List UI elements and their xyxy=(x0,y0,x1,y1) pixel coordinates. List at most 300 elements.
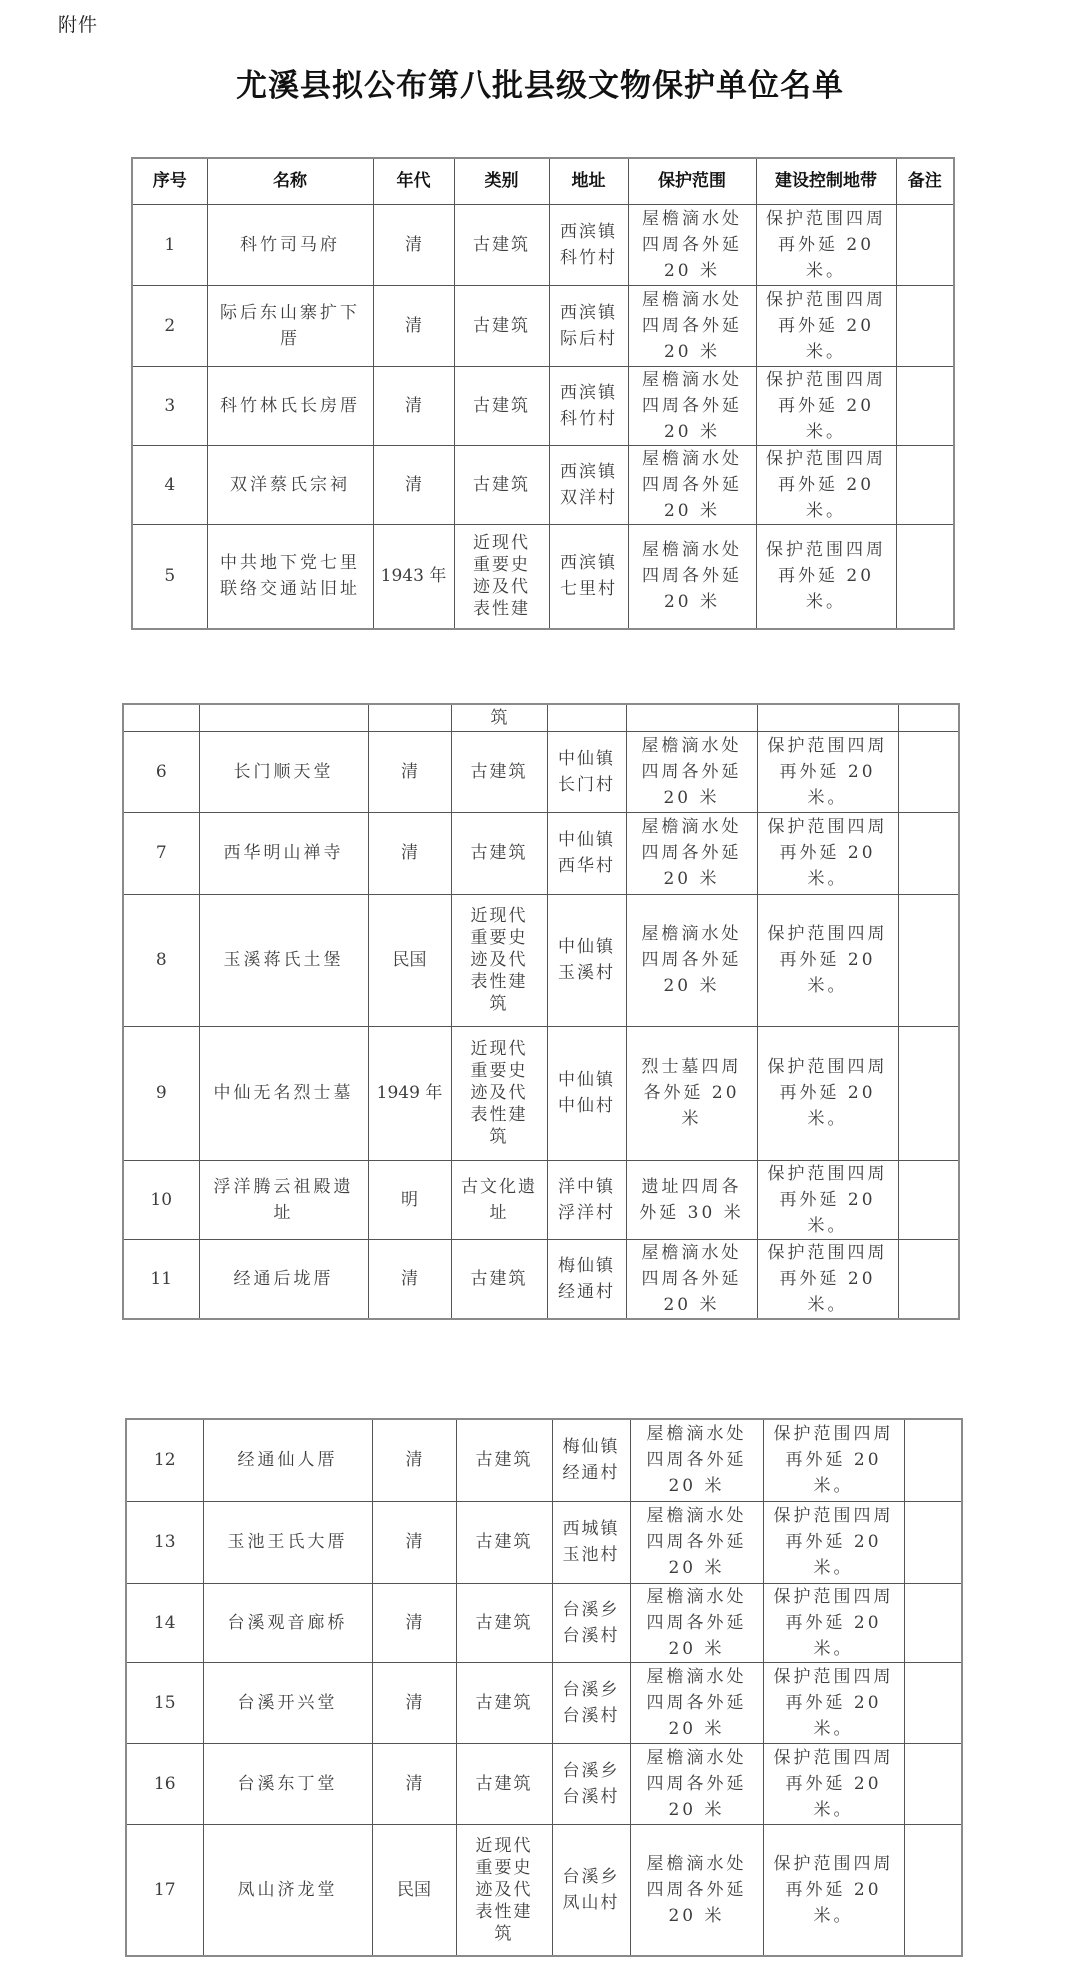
header-control-zone: 建设控制地带 xyxy=(756,158,896,204)
control-zone xyxy=(756,204,896,285)
control-zone xyxy=(763,1743,904,1824)
category-line: 古建筑 xyxy=(470,843,528,863)
era xyxy=(373,366,454,445)
header-note: 备注 xyxy=(896,158,954,204)
category-line: 近现代 xyxy=(470,1039,528,1059)
address xyxy=(549,204,628,285)
row-number-line: 10 xyxy=(150,1189,173,1210)
era xyxy=(368,894,451,1026)
control-zone-line: 保护范围四周 xyxy=(767,1242,888,1263)
row-number xyxy=(132,285,207,366)
protection-scope-line: 四周各外延 xyxy=(642,315,742,336)
protection-scope-line: 屋檐滴水处 xyxy=(642,540,742,561)
category-line: 重要史 xyxy=(470,928,528,948)
row-number-line: 12 xyxy=(153,1450,176,1471)
protection-scope-line: 四周各外延 xyxy=(641,843,742,863)
site-name xyxy=(203,1583,372,1662)
address-line: 台溪村 xyxy=(562,1625,620,1646)
category xyxy=(451,1026,547,1160)
category xyxy=(454,445,549,524)
protection-scope-line: 四周各外延 xyxy=(642,566,742,587)
row-number xyxy=(126,1501,203,1583)
address-line: 台溪乡 xyxy=(562,1866,620,1887)
control-zone-line: 再外延 20 米。 xyxy=(785,1692,882,1739)
protection-scope-line: 20 米 xyxy=(668,1905,725,1926)
row-number-line: 3 xyxy=(164,395,176,416)
control-zone-line: 再外延 20 米。 xyxy=(777,474,875,521)
note xyxy=(896,366,954,445)
era-line: 清 xyxy=(405,474,422,495)
control-zone-line: 保护范围四周 xyxy=(773,1506,894,1526)
category-line: 古建筑 xyxy=(470,1268,528,1289)
era-line: 清 xyxy=(405,1612,423,1633)
protection-scope-line: 屋檐滴水处 xyxy=(642,289,742,310)
note xyxy=(896,524,954,629)
protection-scope-line: 20 米 xyxy=(663,500,721,521)
note xyxy=(904,1824,962,1956)
address-line: 浮洋村 xyxy=(558,1202,615,1223)
site-name xyxy=(207,445,373,524)
table-row xyxy=(123,731,959,812)
site-name xyxy=(199,731,368,812)
control-zone-line: 保护范围四周 xyxy=(766,540,886,561)
category-line: 筑 xyxy=(489,994,509,1014)
address-line: 玉溪村 xyxy=(558,963,615,983)
protection-scope xyxy=(626,1026,757,1160)
control-zone-line: 保护范围四周 xyxy=(766,448,886,469)
protection-scope-line: 四周各外延 xyxy=(641,761,742,782)
control-zone-line: 保护范围四周 xyxy=(773,1424,894,1445)
category-line: 近现代 xyxy=(470,906,528,926)
control-zone-line: 保护范围四周 xyxy=(767,1163,888,1184)
row-number-line: 5 xyxy=(164,566,176,587)
protection-scope xyxy=(630,1743,763,1824)
control-zone-line: 保护范围四周 xyxy=(766,369,886,390)
header-no: 序号 xyxy=(132,158,207,204)
category xyxy=(454,524,549,629)
site-name xyxy=(203,1501,372,1583)
row-number-line: 17 xyxy=(153,1879,176,1900)
protection-scope-line: 屋檐滴水处 xyxy=(646,1853,747,1874)
row-number-line: 7 xyxy=(155,843,167,863)
site-name-line: 址 xyxy=(273,1202,294,1223)
protection-scope-line: 屋檐滴水处 xyxy=(642,448,742,469)
table-header-row xyxy=(132,158,954,204)
address xyxy=(547,1239,626,1319)
protection-scope-line: 四周各外延 xyxy=(641,1268,742,1289)
era xyxy=(372,1662,456,1743)
row-number xyxy=(132,445,207,524)
control-zone xyxy=(763,1501,904,1583)
table-row xyxy=(126,1501,962,1583)
control-zone-line: 再外延 20 米。 xyxy=(777,234,875,281)
protection-scope-line: 四周各外延 xyxy=(642,395,742,416)
control-zone-line: 保护范围四周 xyxy=(773,1666,894,1687)
protection-scope-line: 四周各外延 xyxy=(646,1773,747,1794)
category-line: 近现代 xyxy=(475,1835,533,1856)
site-name xyxy=(199,1160,368,1239)
protection-scope-line: 屋檐滴水处 xyxy=(646,1747,747,1768)
protection-scope xyxy=(628,366,756,445)
category xyxy=(451,1239,547,1319)
note xyxy=(904,1583,962,1662)
row-number xyxy=(123,812,199,894)
control-zone-line: 再外延 20 米。 xyxy=(779,950,876,996)
control-zone xyxy=(756,445,896,524)
control-zone-line: 保护范围四周 xyxy=(767,817,888,837)
protection-scope-line: 四周各外延 xyxy=(642,474,742,495)
category-line: 表性建 xyxy=(470,972,528,992)
protection-scope xyxy=(626,731,757,812)
address-line: 梅仙镇 xyxy=(558,1255,615,1276)
row-number-line: 14 xyxy=(153,1612,176,1633)
note xyxy=(896,204,954,285)
control-zone-line: 再外延 20 米。 xyxy=(785,1773,882,1820)
protection-scope-line: 四周各外延 xyxy=(646,1450,747,1471)
control-zone-line: 再外延 20 米。 xyxy=(777,566,875,613)
protection-scope xyxy=(630,1662,763,1743)
control-zone xyxy=(757,1239,898,1319)
address-line: 科竹村 xyxy=(560,408,617,429)
control-zone-line: 再外延 20 米。 xyxy=(779,1268,876,1315)
era-line: 清 xyxy=(405,395,422,416)
era xyxy=(373,285,454,366)
table-row xyxy=(132,524,954,629)
table-row xyxy=(123,1239,959,1319)
era xyxy=(368,1239,451,1319)
note xyxy=(904,1501,962,1583)
note xyxy=(898,1160,959,1239)
category xyxy=(451,731,547,812)
category xyxy=(456,1743,552,1824)
protection-scope-line: 屋檐滴水处 xyxy=(646,1506,747,1526)
row-number xyxy=(132,366,207,445)
era-line: 清 xyxy=(401,761,418,782)
header-category: 类别 xyxy=(454,158,549,204)
heritage-table-part-2 xyxy=(122,703,960,1320)
site-name xyxy=(207,366,373,445)
category-line: 迹及代 xyxy=(470,950,528,970)
address-line: 长门村 xyxy=(558,774,615,795)
control-zone-line: 再外延 20 米。 xyxy=(785,1532,882,1578)
control-zone xyxy=(756,285,896,366)
category-line: 古建筑 xyxy=(473,315,530,336)
category xyxy=(456,1662,552,1743)
era xyxy=(372,1583,456,1662)
category-line: 迹及代 xyxy=(473,577,530,598)
protection-scope-line: 烈士墓四周 xyxy=(641,1057,742,1077)
protection-scope-line: 四周各外延 xyxy=(646,1532,747,1552)
address xyxy=(552,1662,630,1743)
protection-scope-line: 20 米 xyxy=(668,1558,725,1578)
row-number xyxy=(126,1419,203,1501)
address xyxy=(549,445,628,524)
row-number xyxy=(126,1662,203,1743)
address-line: 台溪乡 xyxy=(562,1679,620,1700)
category-line: 表性建 xyxy=(475,1901,533,1922)
control-zone xyxy=(763,1662,904,1743)
protection-scope xyxy=(628,445,756,524)
site-name xyxy=(199,1239,368,1319)
site-name-line: 玉池王氏大厝 xyxy=(227,1532,348,1552)
protection-scope xyxy=(628,204,756,285)
category xyxy=(454,366,549,445)
site-name-line: 中共地下党七里 xyxy=(220,553,360,574)
control-zone xyxy=(757,812,898,894)
note xyxy=(896,445,954,524)
protection-scope xyxy=(630,1419,763,1501)
table-row xyxy=(123,812,959,894)
category-line: 古文化遗址 xyxy=(461,1176,537,1223)
protection-scope-line: 20 米 xyxy=(663,592,721,613)
address-line: 中仙镇 xyxy=(558,937,615,957)
control-zone-line: 再外延 20 米。 xyxy=(785,1879,882,1926)
header-name: 名称 xyxy=(207,158,373,204)
table-row xyxy=(126,1583,962,1662)
protection-scope xyxy=(628,285,756,366)
protection-scope xyxy=(626,1239,757,1319)
era xyxy=(373,445,454,524)
category-line: 古建筑 xyxy=(475,1692,533,1713)
header-address: 地址 xyxy=(549,158,628,204)
address xyxy=(552,1583,630,1662)
address xyxy=(547,894,626,1026)
category-line: 筑 xyxy=(489,1127,509,1147)
address-line: 际后村 xyxy=(560,328,617,349)
control-zone-line: 再外延 20 米。 xyxy=(785,1612,882,1659)
row-number-line: 16 xyxy=(153,1773,176,1794)
note xyxy=(904,1743,962,1824)
protection-scope-line: 20 米 xyxy=(668,1718,725,1739)
note xyxy=(898,1026,959,1160)
note xyxy=(898,812,959,894)
row-number-line: 2 xyxy=(164,315,176,336)
address-line: 西城镇 xyxy=(562,1519,620,1539)
row-number xyxy=(132,524,207,629)
site-name xyxy=(207,524,373,629)
address-line: 台溪乡 xyxy=(562,1760,620,1781)
era-line: 清 xyxy=(405,315,422,336)
row-number xyxy=(126,1824,203,1956)
protection-scope-line: 20 米 xyxy=(663,787,720,808)
site-name-line: 经通后垅厝 xyxy=(233,1268,334,1289)
site-name xyxy=(199,1026,368,1160)
site-name-line: 经通仙人厝 xyxy=(237,1450,338,1471)
note xyxy=(898,731,959,812)
control-zone xyxy=(763,1419,904,1501)
note xyxy=(896,285,954,366)
protection-scope-line: 20 米 xyxy=(663,260,721,281)
address-line: 西滨镇 xyxy=(560,302,617,323)
site-name-line: 台溪观音廊桥 xyxy=(227,1612,348,1633)
site-name-line: 科竹司马府 xyxy=(240,234,340,255)
attachment-label: 附件 xyxy=(58,14,99,36)
protection-scope-line: 屋檐滴水处 xyxy=(646,1424,747,1445)
era xyxy=(368,812,451,894)
protection-scope-line: 四周各外延 xyxy=(646,1879,747,1900)
address-line: 西滨镇 xyxy=(560,382,617,403)
address-line: 台溪乡 xyxy=(562,1599,620,1620)
protection-scope-line: 屋檐滴水处 xyxy=(641,1242,742,1263)
note xyxy=(904,1662,962,1743)
address xyxy=(552,1501,630,1583)
address-line: 台溪村 xyxy=(562,1705,620,1726)
category-line: 重要史 xyxy=(473,555,530,576)
address-line: 经通村 xyxy=(562,1463,620,1484)
era-line: 清 xyxy=(405,1450,423,1471)
table-row xyxy=(123,1026,959,1160)
protection-scope-line: 20 米 xyxy=(668,1476,725,1497)
site-name-line: 中仙无名烈士墓 xyxy=(213,1083,354,1103)
era xyxy=(368,731,451,812)
control-zone xyxy=(763,1583,904,1662)
table-row xyxy=(132,366,954,445)
protection-scope-line: 外延 30 米 xyxy=(639,1202,744,1223)
site-name xyxy=(203,1662,372,1743)
protection-scope-line: 20 米 xyxy=(663,421,721,442)
address-line: 玉池村 xyxy=(562,1545,620,1565)
header-scope: 保护范围 xyxy=(628,158,756,204)
control-zone-line: 保护范围四周 xyxy=(767,924,888,944)
row-number xyxy=(126,1743,203,1824)
era xyxy=(372,1743,456,1824)
table-row xyxy=(126,1743,962,1824)
control-zone xyxy=(763,1824,904,1956)
protection-scope-line: 屋檐滴水处 xyxy=(642,369,742,390)
protection-scope-line: 屋檐滴水处 xyxy=(646,1666,747,1687)
site-name xyxy=(203,1743,372,1824)
category-line: 重要史 xyxy=(475,1857,533,1878)
address xyxy=(549,524,628,629)
era-line: 清 xyxy=(405,1532,423,1552)
site-name-line: 凤山济龙堂 xyxy=(237,1879,338,1900)
era-line: 明 xyxy=(401,1189,418,1210)
row-number xyxy=(123,1160,199,1239)
address-line: 中仙镇 xyxy=(558,1070,615,1090)
table-row xyxy=(126,1662,962,1743)
site-name-line: 际后东山寨扩下 xyxy=(220,302,360,323)
row-number xyxy=(132,204,207,285)
address-line: 七里村 xyxy=(560,579,617,600)
table-row xyxy=(123,894,959,1026)
site-name-line: 台溪东丁堂 xyxy=(237,1773,338,1794)
era-line: 清 xyxy=(405,1773,423,1794)
table-row xyxy=(126,1824,962,1956)
row-number-line: 15 xyxy=(153,1692,176,1713)
category-line: 古建筑 xyxy=(470,761,528,782)
row-number xyxy=(123,1026,199,1160)
control-zone-line: 保护范围四周 xyxy=(773,1853,894,1874)
continuation-row xyxy=(123,704,959,731)
row-number-line: 8 xyxy=(155,950,167,970)
control-zone xyxy=(757,731,898,812)
document-title: 尤溪县拟公布第八批县级文物保护单位名单 xyxy=(236,68,844,104)
site-name-line: 长门顺天堂 xyxy=(233,761,334,782)
era-line: 清 xyxy=(401,1268,418,1289)
category-line: 古建筑 xyxy=(475,1612,533,1633)
protection-scope-line: 20 米 xyxy=(663,976,720,996)
site-name xyxy=(199,812,368,894)
control-zone-line: 再外延 20 米。 xyxy=(777,315,875,362)
protection-scope-line: 屋檐滴水处 xyxy=(641,735,742,756)
protection-scope xyxy=(626,894,757,1026)
address-line: 洋中镇 xyxy=(558,1176,615,1197)
site-name-line: 双洋蔡氏宗祠 xyxy=(230,474,350,495)
address-line: 西滨镇 xyxy=(560,461,617,482)
table-row xyxy=(123,1160,959,1239)
address-line: 凤山村 xyxy=(562,1892,620,1913)
era-line: 清 xyxy=(405,1692,423,1713)
category-line: 表性建 xyxy=(470,1105,528,1125)
protection-scope-line: 20 米 xyxy=(663,869,720,889)
era-line: 清 xyxy=(405,234,422,255)
category-line: 近现代 xyxy=(473,533,530,554)
control-zone xyxy=(756,366,896,445)
row-number-line: 6 xyxy=(155,761,167,782)
category-line: 迹及代 xyxy=(470,1083,528,1103)
category xyxy=(451,894,547,1026)
note xyxy=(904,1419,962,1501)
address xyxy=(552,1824,630,1956)
protection-scope-line: 遗址四周各 xyxy=(641,1176,742,1197)
site-name xyxy=(199,894,368,1026)
category-line: 古建筑 xyxy=(473,395,530,416)
control-zone-line: 保护范围四周 xyxy=(766,208,886,229)
protection-scope-line: 屋檐滴水处 xyxy=(641,817,742,837)
category-continuation: 筑 xyxy=(451,704,547,731)
note xyxy=(898,894,959,1026)
address-line: 科竹村 xyxy=(560,247,617,268)
address xyxy=(547,731,626,812)
address-line: 梅仙镇 xyxy=(562,1437,620,1458)
category-line: 古建筑 xyxy=(473,474,530,495)
table-row xyxy=(132,445,954,524)
note xyxy=(898,1239,959,1319)
category xyxy=(451,812,547,894)
site-name-line: 厝 xyxy=(280,328,300,349)
control-zone-line: 保护范围四周 xyxy=(773,1586,894,1607)
control-zone-line: 保护范围四周 xyxy=(767,1057,888,1077)
era xyxy=(372,1824,456,1956)
protection-scope xyxy=(628,524,756,629)
site-name-line: 台溪开兴堂 xyxy=(237,1692,338,1713)
heritage-table-part-1 xyxy=(131,157,955,630)
era xyxy=(373,524,454,629)
address-line: 西滨镇 xyxy=(560,553,617,574)
table-row xyxy=(132,285,954,366)
category-line: 表性建 xyxy=(473,599,530,620)
category xyxy=(454,204,549,285)
era-line: 民国 xyxy=(397,1879,431,1900)
address-line: 中仙镇 xyxy=(558,748,615,769)
era xyxy=(368,1026,451,1160)
site-name xyxy=(203,1824,372,1956)
protection-scope-line: 四周各外延 xyxy=(642,234,742,255)
category xyxy=(456,1419,552,1501)
address xyxy=(547,1026,626,1160)
category-line: 古建筑 xyxy=(475,1773,533,1794)
protection-scope-line: 20 米 xyxy=(668,1799,725,1820)
row-number xyxy=(123,731,199,812)
address-line: 双洋村 xyxy=(560,487,617,508)
site-name-line: 科竹林氏长房厝 xyxy=(220,395,360,416)
control-zone-line: 保护范围四周 xyxy=(766,289,886,310)
category-line: 重要史 xyxy=(470,1061,528,1081)
era-line: 民国 xyxy=(392,950,427,970)
category xyxy=(451,1160,547,1239)
category-line: 迹及代 xyxy=(475,1879,533,1900)
category-line: 古建筑 xyxy=(475,1532,533,1552)
